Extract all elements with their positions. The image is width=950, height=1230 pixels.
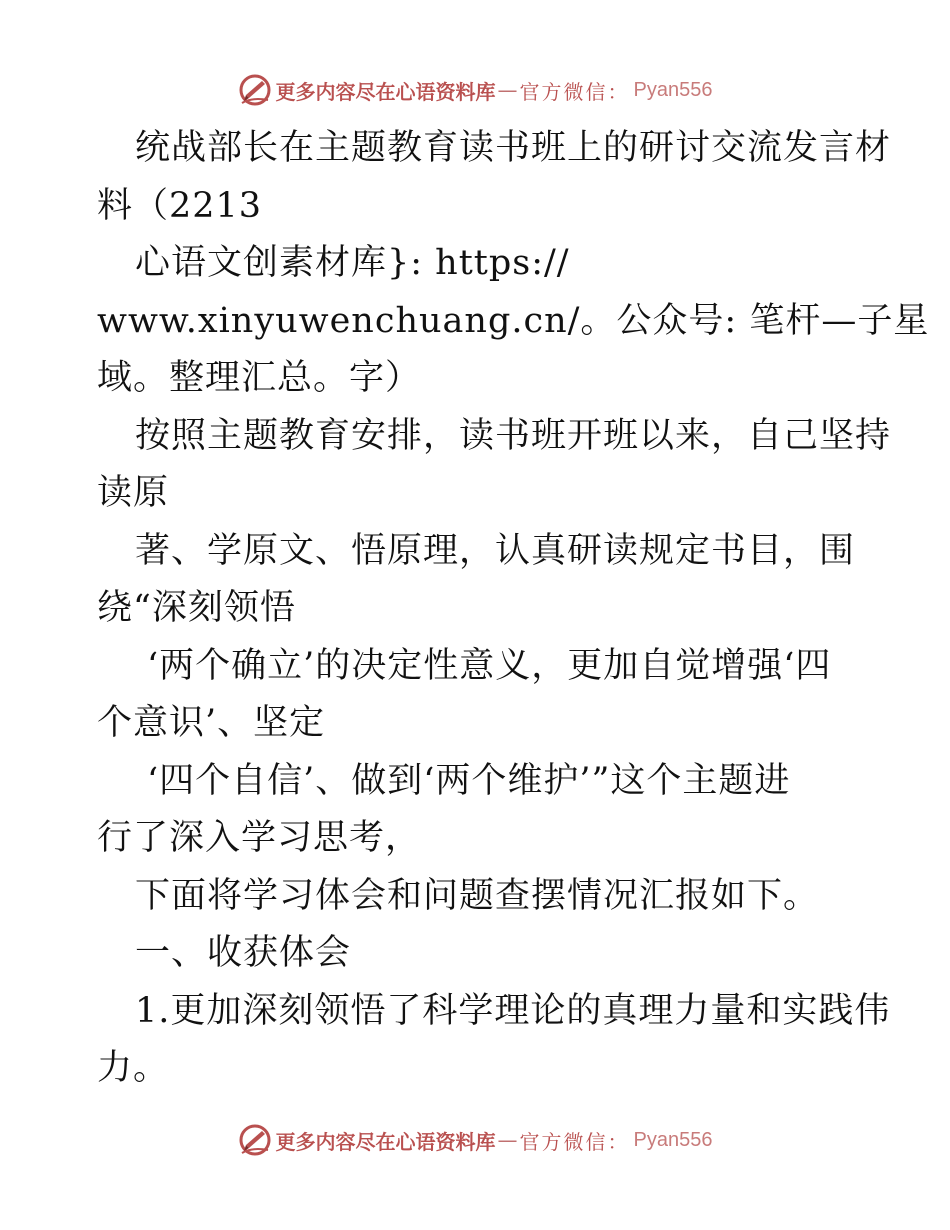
doc-line-paragraph-9: 下面将学习体会和问题查摆情况汇报如下。 (135, 875, 820, 916)
doc-line-source-2: www.xinyuwenchuang.cn/。公众号: 笔杆—子星 (97, 300, 930, 341)
promo-text: 更多内容尽在心语资料库 (275, 79, 496, 104)
header-banner (0, 70, 950, 110)
separator-dash: — (497, 78, 518, 102)
pen-logo-icon (238, 73, 272, 107)
wechat-account: Pyan556 (633, 1128, 713, 1151)
pen-logo-icon (238, 1123, 272, 1157)
doc-line-paragraph-1: 按照主题教育安排，读书班开班以来，自己坚持 (135, 415, 892, 456)
doc-line-subheading-2: 力。 (97, 1048, 170, 1088)
separator-dash: — (497, 1128, 518, 1152)
promo-text: 更多内容尽在心语资料库 (275, 1129, 496, 1154)
doc-line-paragraph-6: 个意识’、坚定 (97, 703, 326, 743)
doc-line-paragraph-3: 著、学原文、悟原理，认真研读规定书目，围 (135, 530, 856, 571)
official-wechat-label: 官方微信： (519, 1129, 630, 1154)
official-wechat-label: 官方微信： (519, 79, 630, 104)
doc-line-title-2: 料（2213 (97, 185, 263, 226)
doc-line-paragraph-7: ‘四个自信’、做到‘两个维护’”这个主题进 (147, 760, 791, 801)
footer-banner (0, 1120, 950, 1160)
doc-line-subheading-1: 1.更加深刻领悟了科学理论的真理力量和实践伟 (135, 990, 891, 1031)
doc-line-source-3: 域。整理汇总。字） (97, 358, 422, 398)
doc-line-paragraph-4: 绕“深刻领悟 (97, 588, 296, 628)
doc-line-paragraph-8: 行了深入学习思考， (97, 818, 422, 858)
document-body (97, 120, 930, 1098)
doc-line-paragraph-5: ‘两个确立’的决定性意义，更加自觉增强‘四 (147, 645, 832, 686)
doc-line-paragraph-2: 读原 (97, 473, 170, 513)
wechat-account: Pyan556 (633, 78, 713, 101)
doc-line-title-1: 统战部长在主题教育读书班上的研讨交流发言材 (135, 128, 892, 168)
doc-line-source-1: 心语文创素材库}: https:// (135, 243, 570, 283)
doc-line-section-heading: 一、收获体会 (135, 933, 352, 973)
